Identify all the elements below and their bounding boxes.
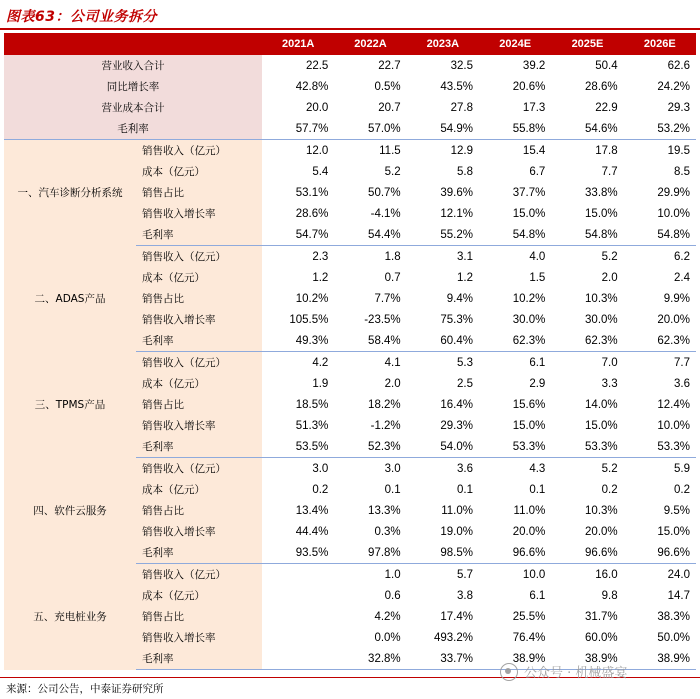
metric-cell: 3.6	[407, 458, 479, 480]
metric-cell: 3.3	[551, 373, 623, 394]
metric-cell: 98.5%	[407, 542, 479, 564]
segment-name: 四、软件云服务	[4, 458, 136, 564]
summary-cell: 42.8%	[262, 76, 334, 97]
summary-row-label: 毛利率	[4, 118, 262, 140]
metric-cell: 10.2%	[262, 288, 334, 309]
metric-cell: 5.4	[262, 161, 334, 182]
metric-label: 成本（亿元）	[136, 267, 262, 288]
summary-row	[4, 118, 696, 140]
summary-cell: 54.6%	[551, 118, 623, 140]
metric-label: 销售收入（亿元）	[136, 246, 262, 268]
metric-cell: 44.4%	[262, 521, 334, 542]
metric-cell: 3.0	[334, 458, 406, 480]
summary-cell: 32.5	[407, 55, 479, 76]
metric-cell: 15.6%	[479, 394, 551, 415]
metric-cell: 54.8%	[479, 224, 551, 246]
summary-cell: 62.6	[624, 55, 696, 76]
summary-cell: 39.2	[479, 55, 551, 76]
header-year: 2022A	[334, 33, 406, 55]
segment-group	[4, 564, 696, 670]
metric-cell: 7.7%	[334, 288, 406, 309]
metric-cell: 32.8%	[334, 648, 406, 670]
summary-row	[4, 97, 696, 118]
metric-label: 销售收入增长率	[136, 415, 262, 436]
title-bar	[0, 0, 700, 30]
metric-cell: 5.8	[407, 161, 479, 182]
metric-label: 销售收入增长率	[136, 521, 262, 542]
summary-cell: 27.8	[407, 97, 479, 118]
segment-name: 一、汽车诊断分析系统	[4, 140, 136, 246]
metric-label: 销售占比	[136, 394, 262, 415]
metric-cell: 13.3%	[334, 500, 406, 521]
metric-label: 销售收入（亿元）	[136, 458, 262, 480]
metric-cell: 4.1	[334, 352, 406, 374]
metric-cell: 49.3%	[262, 330, 334, 352]
segment-row	[4, 246, 696, 268]
metric-label: 成本（亿元）	[136, 373, 262, 394]
metric-cell: 0.0%	[334, 627, 406, 648]
metric-cell: 38.9%	[551, 648, 623, 670]
metric-cell: 6.1	[479, 352, 551, 374]
metric-cell: 97.8%	[334, 542, 406, 564]
metric-cell: 0.1	[334, 479, 406, 500]
summary-cell: 17.3	[479, 97, 551, 118]
metric-label: 毛利率	[136, 224, 262, 246]
metric-cell: 9.8	[551, 585, 623, 606]
metric-cell: 15.0%	[479, 415, 551, 436]
metric-label: 销售收入（亿元）	[136, 140, 262, 162]
metric-cell	[262, 648, 334, 670]
metric-cell: 14.7	[624, 585, 696, 606]
metric-cell: 16.4%	[407, 394, 479, 415]
metric-cell: 10.3%	[551, 288, 623, 309]
metric-cell: 10.0	[479, 564, 551, 586]
metric-cell	[262, 606, 334, 627]
metric-cell: 15.0%	[551, 415, 623, 436]
segment-row	[4, 352, 696, 374]
metric-cell: 0.1	[407, 479, 479, 500]
metric-cell: 50.7%	[334, 182, 406, 203]
summary-cell: 24.2%	[624, 76, 696, 97]
metric-label: 销售收入（亿元）	[136, 564, 262, 586]
segment-name: 二、ADAS产品	[4, 246, 136, 352]
metric-label: 销售收入增长率	[136, 627, 262, 648]
metric-cell: 10.0%	[624, 415, 696, 436]
metric-cell: 30.0%	[551, 309, 623, 330]
summary-row-label: 营业成本合计	[4, 97, 262, 118]
segment-row	[4, 564, 696, 586]
metric-cell: 0.7	[334, 267, 406, 288]
metric-cell: 2.4	[624, 267, 696, 288]
metric-cell: 29.9%	[624, 182, 696, 203]
summary-cell: 57.7%	[262, 118, 334, 140]
metric-cell: 2.9	[479, 373, 551, 394]
metric-cell: 6.1	[479, 585, 551, 606]
metric-cell: 10.0%	[624, 203, 696, 224]
summary-cell: 20.6%	[479, 76, 551, 97]
metric-cell: 96.6%	[624, 542, 696, 564]
metric-cell: 50.0%	[624, 627, 696, 648]
metric-cell: 4.3	[479, 458, 551, 480]
metric-cell: 3.8	[407, 585, 479, 606]
metric-cell: 1.0	[334, 564, 406, 586]
summary-cell: 54.9%	[407, 118, 479, 140]
metric-cell: 15.0%	[479, 203, 551, 224]
metric-cell: 24.0	[624, 564, 696, 586]
metric-cell: 54.8%	[624, 224, 696, 246]
metric-cell: 20.0%	[479, 521, 551, 542]
metric-cell: 1.8	[334, 246, 406, 268]
metric-cell: 54.8%	[551, 224, 623, 246]
summary-cell: 50.4	[551, 55, 623, 76]
metric-cell: 76.4%	[479, 627, 551, 648]
metric-cell: 12.9	[407, 140, 479, 162]
metric-cell: 12.0	[262, 140, 334, 162]
metric-cell: -23.5%	[334, 309, 406, 330]
metric-cell: 53.3%	[479, 436, 551, 458]
metric-cell: 105.5%	[262, 309, 334, 330]
metric-cell: 5.2	[551, 246, 623, 268]
metric-cell: 14.0%	[551, 394, 623, 415]
metric-cell: 7.7	[624, 352, 696, 374]
metric-cell: 38.3%	[624, 606, 696, 627]
metric-cell: 4.0	[479, 246, 551, 268]
metric-cell: 1.2	[407, 267, 479, 288]
metric-cell	[262, 564, 334, 586]
metric-cell: 9.5%	[624, 500, 696, 521]
metric-cell: 13.4%	[262, 500, 334, 521]
metric-cell: 19.5	[624, 140, 696, 162]
metric-cell: 28.6%	[262, 203, 334, 224]
metric-cell: 9.9%	[624, 288, 696, 309]
header-year: 2021A	[262, 33, 334, 55]
metric-cell: 33.7%	[407, 648, 479, 670]
metric-cell: 0.3%	[334, 521, 406, 542]
summary-row	[4, 76, 696, 97]
metric-cell: 18.2%	[334, 394, 406, 415]
metric-label: 销售占比	[136, 500, 262, 521]
summary-row-label: 营业收入合计	[4, 55, 262, 76]
metric-label: 销售占比	[136, 288, 262, 309]
metric-cell: 3.6	[624, 373, 696, 394]
segment-group	[4, 458, 696, 564]
summary-cell: 22.9	[551, 97, 623, 118]
metric-cell: 37.7%	[479, 182, 551, 203]
metric-cell: 96.6%	[479, 542, 551, 564]
metric-cell: 493.2%	[407, 627, 479, 648]
metric-cell: 11.0%	[479, 500, 551, 521]
metric-cell: 7.0	[551, 352, 623, 374]
metric-cell: 2.0	[334, 373, 406, 394]
metric-cell: 0.2	[624, 479, 696, 500]
header-year: 2023A	[407, 33, 479, 55]
metric-cell: 55.2%	[407, 224, 479, 246]
metric-cell: 75.3%	[407, 309, 479, 330]
watermark-text: 公众号 · 机械盛宴	[524, 666, 628, 681]
watermark	[500, 662, 627, 681]
metric-cell: 5.7	[407, 564, 479, 586]
metric-cell: 96.6%	[551, 542, 623, 564]
summary-cell: 20.7	[334, 97, 406, 118]
metric-cell: 0.1	[479, 479, 551, 500]
metric-cell: 53.3%	[624, 436, 696, 458]
metric-cell: 5.2	[551, 458, 623, 480]
metric-cell: 31.7%	[551, 606, 623, 627]
metric-cell: 6.7	[479, 161, 551, 182]
metric-label: 销售占比	[136, 606, 262, 627]
summary-cell: 22.5	[262, 55, 334, 76]
summary-row-label: 同比增长率	[4, 76, 262, 97]
metric-cell: 5.2	[334, 161, 406, 182]
metric-cell: 17.8	[551, 140, 623, 162]
metric-cell: 12.1%	[407, 203, 479, 224]
metric-cell: 2.5	[407, 373, 479, 394]
summary-cell: 57.0%	[334, 118, 406, 140]
metric-cell: 9.4%	[407, 288, 479, 309]
metric-cell: 29.3%	[407, 415, 479, 436]
metric-cell: -4.1%	[334, 203, 406, 224]
metric-cell: 1.5	[479, 267, 551, 288]
metric-cell: 17.4%	[407, 606, 479, 627]
header-blank	[4, 33, 262, 55]
metric-label: 销售收入（亿元）	[136, 352, 262, 374]
metric-label: 毛利率	[136, 436, 262, 458]
summary-cell: 55.8%	[479, 118, 551, 140]
metric-cell: 2.3	[262, 246, 334, 268]
metric-cell: 53.5%	[262, 436, 334, 458]
summary-section	[4, 55, 696, 140]
metric-cell: 39.6%	[407, 182, 479, 203]
summary-cell: 20.0	[262, 97, 334, 118]
summary-cell: 43.5%	[407, 76, 479, 97]
metric-cell: 3.0	[262, 458, 334, 480]
summary-cell: 22.7	[334, 55, 406, 76]
metric-cell: 60.0%	[551, 627, 623, 648]
metric-cell: 20.0%	[624, 309, 696, 330]
wechat-icon	[500, 663, 518, 681]
metric-cell: -1.2%	[334, 415, 406, 436]
metric-cell: 18.5%	[262, 394, 334, 415]
metric-cell: 30.0%	[479, 309, 551, 330]
metric-cell: 1.2	[262, 267, 334, 288]
business-breakdown-table	[4, 33, 696, 670]
metric-cell: 38.9%	[479, 648, 551, 670]
metric-cell: 38.9%	[624, 648, 696, 670]
metric-cell: 4.2%	[334, 606, 406, 627]
metric-cell: 54.4%	[334, 224, 406, 246]
metric-cell: 2.0	[551, 267, 623, 288]
metric-cell: 33.8%	[551, 182, 623, 203]
metric-cell: 54.7%	[262, 224, 334, 246]
header-year: 2024E	[479, 33, 551, 55]
metric-cell: 62.3%	[624, 330, 696, 352]
metric-cell: 4.2	[262, 352, 334, 374]
figure-title: 图表63：公司业务拆分	[6, 9, 157, 25]
metric-label: 毛利率	[136, 330, 262, 352]
header-year: 2025E	[551, 33, 623, 55]
metric-cell: 10.3%	[551, 500, 623, 521]
metric-cell: 10.2%	[479, 288, 551, 309]
metric-cell: 0.2	[551, 479, 623, 500]
metric-cell: 51.3%	[262, 415, 334, 436]
summary-cell: 0.5%	[334, 76, 406, 97]
header-year: 2026E	[624, 33, 696, 55]
metric-cell: 7.7	[551, 161, 623, 182]
metric-cell: 15.4	[479, 140, 551, 162]
metric-cell: 53.1%	[262, 182, 334, 203]
metric-cell: 5.3	[407, 352, 479, 374]
metric-cell: 25.5%	[479, 606, 551, 627]
metric-cell: 3.1	[407, 246, 479, 268]
metric-label: 销售收入增长率	[136, 309, 262, 330]
metric-cell: 1.9	[262, 373, 334, 394]
metric-cell: 52.3%	[334, 436, 406, 458]
metric-label: 成本（亿元）	[136, 479, 262, 500]
title-rule	[0, 28, 700, 30]
segment-group	[4, 140, 696, 246]
metric-cell	[262, 627, 334, 648]
metric-cell: 0.6	[334, 585, 406, 606]
segment-group	[4, 246, 696, 352]
metric-cell: 20.0%	[551, 521, 623, 542]
source-note: 来源：公司公告，中泰证券研究所	[6, 683, 164, 695]
metric-cell: 62.3%	[551, 330, 623, 352]
metric-label: 成本（亿元）	[136, 161, 262, 182]
segment-row	[4, 458, 696, 480]
segment-group	[4, 352, 696, 458]
metric-cell: 5.9	[624, 458, 696, 480]
metric-cell: 11.0%	[407, 500, 479, 521]
metric-cell: 0.2	[262, 479, 334, 500]
summary-cell: 28.6%	[551, 76, 623, 97]
segment-name: 三、TPMS产品	[4, 352, 136, 458]
metric-cell: 15.0%	[624, 521, 696, 542]
metric-label: 毛利率	[136, 648, 262, 670]
summary-cell: 29.3	[624, 97, 696, 118]
metric-cell: 93.5%	[262, 542, 334, 564]
summary-cell: 53.2%	[624, 118, 696, 140]
segment-row	[4, 140, 696, 162]
metric-cell: 6.2	[624, 246, 696, 268]
metric-cell: 16.0	[551, 564, 623, 586]
segment-name: 五、充电桩业务	[4, 564, 136, 670]
metric-cell: 53.3%	[551, 436, 623, 458]
metric-cell: 62.3%	[479, 330, 551, 352]
metric-label: 成本（亿元）	[136, 585, 262, 606]
metric-cell: 11.5	[334, 140, 406, 162]
metric-cell: 58.4%	[334, 330, 406, 352]
metric-cell: 8.5	[624, 161, 696, 182]
header-row	[4, 33, 696, 55]
metric-label: 销售收入增长率	[136, 203, 262, 224]
metric-cell: 12.4%	[624, 394, 696, 415]
metric-cell: 54.0%	[407, 436, 479, 458]
metric-cell: 19.0%	[407, 521, 479, 542]
metric-cell: 15.0%	[551, 203, 623, 224]
metric-cell: 60.4%	[407, 330, 479, 352]
metric-cell	[262, 585, 334, 606]
metric-label: 毛利率	[136, 542, 262, 564]
summary-row	[4, 55, 696, 76]
metric-label: 销售占比	[136, 182, 262, 203]
